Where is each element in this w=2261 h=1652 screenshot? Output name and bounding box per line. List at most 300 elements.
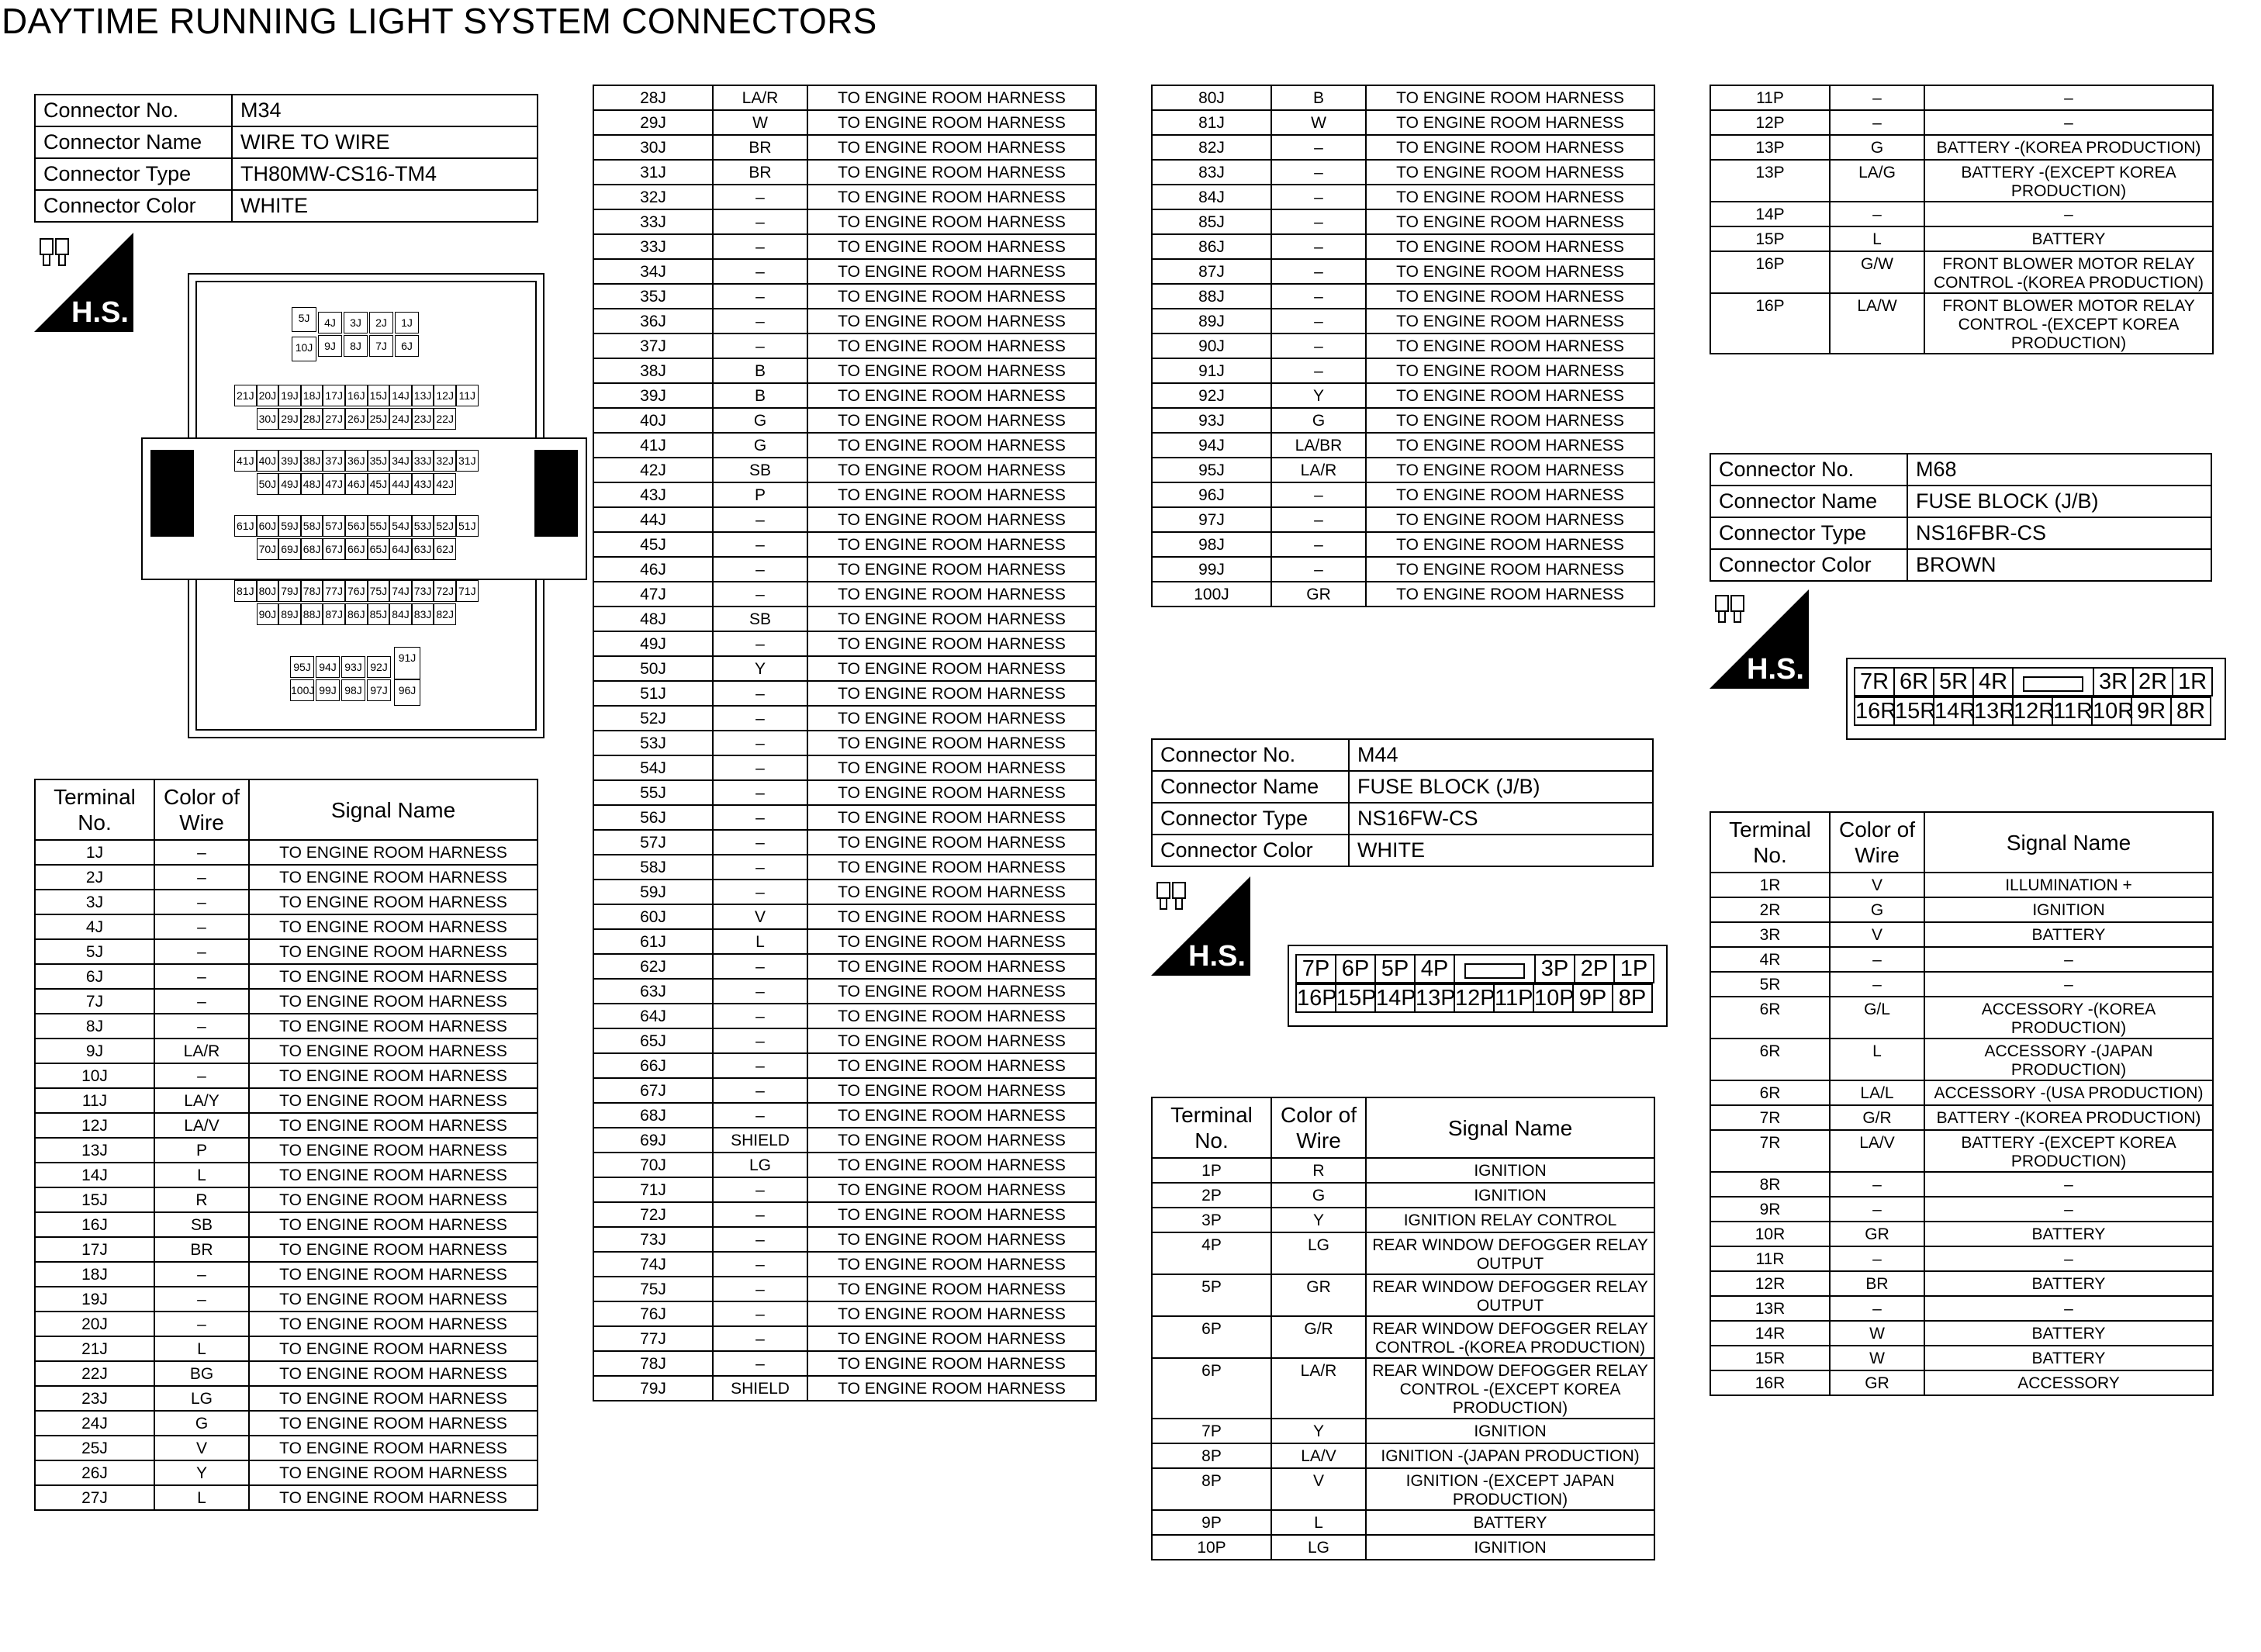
signal-name: BATTERY — [1924, 1271, 2213, 1296]
wire-color: R — [154, 1187, 249, 1212]
table-row — [1152, 234, 1654, 259]
table-row — [1152, 284, 1654, 309]
table-row — [593, 284, 1096, 309]
signal-name: TO ENGINE ROOM HARNESS — [807, 185, 1096, 209]
connector-pin: 14R — [1933, 696, 1974, 726]
connector-pin: 97J — [367, 679, 391, 701]
connector-type-label: Connector Type — [1152, 803, 1349, 835]
table-row — [593, 85, 1096, 110]
signal-name: TO ENGINE ROOM HARNESS — [807, 755, 1096, 780]
signal-name: TO ENGINE ROOM HARNESS — [807, 607, 1096, 631]
signal-name: TO ENGINE ROOM HARNESS — [807, 557, 1096, 582]
connector-pin: 80J — [257, 580, 279, 602]
wire-color: LA/R — [713, 85, 807, 110]
signal-name: TO ENGINE ROOM HARNESS — [807, 805, 1096, 830]
terminal-no: 14J — [35, 1163, 154, 1187]
signal-name: TO ENGINE ROOM HARNESS — [249, 1237, 538, 1262]
connector-pin: 90J — [257, 603, 279, 625]
connector-name-value: FUSE BLOCK (J/B) — [1907, 486, 2211, 517]
table-row — [593, 458, 1096, 482]
wire-color: G — [1271, 1183, 1366, 1208]
connector-pin: 25J — [368, 408, 390, 430]
terminal-no: 5J — [35, 939, 154, 964]
wire-color: GR — [1830, 1222, 1924, 1246]
wire-color: G — [713, 433, 807, 458]
terminal-no: 7J — [35, 989, 154, 1014]
table-row — [1152, 1316, 1654, 1358]
table-row — [1710, 873, 2213, 897]
terminal-no: 39J — [593, 383, 713, 408]
signal-name: TO ENGINE ROOM HARNESS — [807, 929, 1096, 954]
table-row — [1152, 507, 1654, 532]
wire-color: – — [154, 1014, 249, 1039]
connector-pin: 8R — [2170, 696, 2211, 726]
wire-color: – — [713, 1177, 807, 1202]
connector-pin: 13J — [412, 385, 434, 406]
wire-color: – — [154, 939, 249, 964]
terminal-no: 34J — [593, 259, 713, 284]
terminal-no: 23J — [35, 1386, 154, 1411]
terminal-no: 89J — [1152, 309, 1271, 334]
connector-pin: 16P — [1295, 983, 1336, 1013]
connector-pin: 5R — [1933, 667, 1974, 696]
terminal-no: 74J — [593, 1252, 713, 1277]
signal-name: BATTERY — [1924, 1346, 2213, 1370]
wire-color: – — [713, 1277, 807, 1301]
table-row — [35, 989, 538, 1014]
signal-name: BATTERY — [1366, 1510, 1654, 1535]
wire-color: – — [1271, 234, 1366, 259]
wire-color: – — [713, 880, 807, 904]
signal-name: TO ENGINE ROOM HARNESS — [249, 1287, 538, 1312]
wire-color: – — [154, 964, 249, 989]
wire-color: L — [1830, 1039, 1924, 1080]
terminal-no: 41J — [593, 433, 713, 458]
wire-header: Color of Wire — [1271, 1097, 1366, 1158]
table-row — [35, 1063, 538, 1088]
signal-name: BATTERY — [1924, 226, 2213, 251]
table-row — [1710, 1246, 2213, 1271]
terminal-no: 19J — [35, 1287, 154, 1312]
connector-pin: 98J — [341, 679, 365, 701]
wire-color: V — [713, 904, 807, 929]
terminal-no: 4P — [1152, 1232, 1271, 1274]
table-row — [1152, 309, 1654, 334]
terminal-no: 14P — [1710, 202, 1830, 226]
signal-name: TO ENGINE ROOM HARNESS — [249, 939, 538, 964]
wire-color: – — [1271, 160, 1366, 185]
table-row — [35, 914, 538, 939]
connector-pin: 75J — [368, 580, 390, 602]
wire-color: LG — [154, 1386, 249, 1411]
connector-pin: 56J — [345, 515, 368, 537]
table-row — [593, 755, 1096, 780]
wire-color: L — [1830, 226, 1924, 251]
table-row — [1152, 1208, 1654, 1232]
terminal-no: 12P — [1710, 110, 1830, 135]
signal-name: TO ENGINE ROOM HARNESS — [807, 1177, 1096, 1202]
terminal-no: 62J — [593, 954, 713, 979]
wire-color: – — [1271, 309, 1366, 334]
signal-name: TO ENGINE ROOM HARNESS — [807, 1376, 1096, 1401]
terminal-no: 44J — [593, 507, 713, 532]
signal-name: TO ENGINE ROOM HARNESS — [807, 954, 1096, 979]
connector-pin: 57J — [323, 515, 345, 537]
connector-color-label: Connector Color — [1710, 549, 1907, 581]
terminal-no: 22J — [35, 1361, 154, 1386]
terminal-no: 10P — [1152, 1535, 1271, 1560]
wire-color: P — [154, 1138, 249, 1163]
signal-name: TO ENGINE ROOM HARNESS — [807, 408, 1096, 433]
terminal-no: 45J — [593, 532, 713, 557]
table-row — [593, 185, 1096, 209]
signal-name: TO ENGINE ROOM HARNESS — [249, 1262, 538, 1287]
signal-name: – — [1924, 1246, 2213, 1271]
table-row — [593, 979, 1096, 1004]
terminal-no: 4J — [35, 914, 154, 939]
terminal-no: 86J — [1152, 234, 1271, 259]
table-row — [1152, 433, 1654, 458]
connector-color-value: WHITE — [1349, 835, 1653, 866]
connector-pin: 65J — [368, 538, 390, 560]
terminal-no: 38J — [593, 358, 713, 383]
terminal-no: 47J — [593, 582, 713, 607]
connector-pin: 13R — [1972, 696, 2014, 726]
right-latch — [534, 450, 578, 537]
m34-terminal-table-2 — [593, 85, 1097, 1401]
table-row — [1710, 972, 2213, 997]
connector-pin: 92J — [367, 656, 391, 678]
table-row — [35, 1460, 538, 1485]
signal-name: TO ENGINE ROOM HARNESS — [249, 1361, 538, 1386]
connector-pin: 9R — [2131, 696, 2172, 726]
m34-terminal-table-3 — [1151, 85, 1655, 607]
connector-pin: 43J — [412, 473, 434, 495]
terminal-no: 43J — [593, 482, 713, 507]
connector-pin: 49J — [278, 473, 301, 495]
connector-pin: 59J — [278, 515, 301, 537]
signal-name: TO ENGINE ROOM HARNESS — [807, 110, 1096, 135]
signal-name: TO ENGINE ROOM HARNESS — [807, 1153, 1096, 1177]
connector-pin: 94J — [316, 656, 340, 678]
table-row — [35, 1287, 538, 1312]
signal-name: IGNITION RELAY CONTROL — [1366, 1208, 1654, 1232]
signal-name: TO ENGINE ROOM HARNESS — [249, 1485, 538, 1510]
wire-color: – — [1830, 110, 1924, 135]
wire-color: Y — [154, 1460, 249, 1485]
signal-name: TO ENGINE ROOM HARNESS — [807, 656, 1096, 681]
signal-name: ILLUMINATION + — [1924, 873, 2213, 897]
table-row — [1152, 557, 1654, 582]
signal-name: TO ENGINE ROOM HARNESS — [807, 532, 1096, 557]
wire-color: L — [713, 929, 807, 954]
connector-pin: 6J — [395, 335, 419, 357]
signal-name: TO ENGINE ROOM HARNESS — [1366, 85, 1654, 110]
signal-name: TO ENGINE ROOM HARNESS — [1366, 482, 1654, 507]
connector-pin: 84J — [389, 603, 412, 625]
wire-color: – — [713, 1103, 807, 1128]
signal-name: TO ENGINE ROOM HARNESS — [249, 1460, 538, 1485]
table-row — [35, 1336, 538, 1361]
terminal-no: 8P — [1152, 1468, 1271, 1510]
connector-pin: 31J — [456, 450, 479, 472]
connector-pin: 96J — [394, 679, 420, 706]
signal-name: FRONT BLOWER MOTOR RELAY CONTROL -(EXCEPT KOREA PRODUCTION) — [1924, 293, 2213, 354]
unused-slot — [2012, 667, 2094, 696]
connector-pin: 28J — [301, 408, 323, 430]
wire-color: – — [713, 507, 807, 532]
wire-color: G/W — [1830, 251, 1924, 293]
wire-color: G/L — [1830, 997, 1924, 1039]
table-row — [593, 358, 1096, 383]
table-row — [593, 507, 1096, 532]
signal-name: TO ENGINE ROOM HARNESS — [249, 1088, 538, 1113]
wire-color: – — [1271, 259, 1366, 284]
signal-name: TO ENGINE ROOM HARNESS — [249, 1212, 538, 1237]
wire-color: LG — [1271, 1535, 1366, 1560]
signal-name: TO ENGINE ROOM HARNESS — [1366, 358, 1654, 383]
table-row — [593, 1004, 1096, 1028]
terminal-header: Terminal No. — [1152, 1097, 1271, 1158]
table-row — [593, 656, 1096, 681]
table-row — [1710, 251, 2213, 293]
wire-color: SB — [713, 458, 807, 482]
connector-pin: 30J — [257, 408, 279, 430]
signal-name: – — [1924, 1172, 2213, 1197]
table-row — [35, 1262, 538, 1287]
table-row — [35, 1039, 538, 1063]
terminal-no: 48J — [593, 607, 713, 631]
wire-color: – — [713, 1351, 807, 1376]
terminal-no: 15R — [1710, 1346, 1830, 1370]
wire-color: – — [713, 855, 807, 880]
signal-name: TO ENGINE ROOM HARNESS — [1366, 135, 1654, 160]
wire-color: G — [154, 1411, 249, 1436]
connector-pin: 12R — [2012, 696, 2053, 726]
terminal-no: 4R — [1710, 947, 1830, 972]
connector-pin: 81J — [234, 580, 257, 602]
signal-name: TO ENGINE ROOM HARNESS — [249, 840, 538, 865]
terminal-no: 3R — [1710, 922, 1830, 947]
table-row — [593, 1128, 1096, 1153]
connector-pin: 88J — [301, 603, 323, 625]
terminal-no: 85J — [1152, 209, 1271, 234]
terminal-no: 80J — [1152, 85, 1271, 110]
hs-label: H.S. — [71, 296, 129, 329]
connector-pin: 16R — [1854, 696, 1895, 726]
table-row — [593, 582, 1096, 607]
terminal-no: 11R — [1710, 1246, 1830, 1271]
signal-name: IGNITION — [1366, 1419, 1654, 1443]
signal-name: TO ENGINE ROOM HARNESS — [807, 1227, 1096, 1252]
terminal-no: 55J — [593, 780, 713, 805]
connector-no-value: M34 — [232, 95, 538, 126]
table-row — [593, 830, 1096, 855]
signal-name: IGNITION — [1924, 897, 2213, 922]
page-title: DAYTIME RUNNING LIGHT SYSTEM CONNECTORS — [2, 1, 877, 41]
connector-pin: 60J — [257, 515, 279, 537]
terminal-no: 2P — [1152, 1183, 1271, 1208]
table-row — [593, 731, 1096, 755]
table-row — [1710, 293, 2213, 354]
signal-name: TO ENGINE ROOM HARNESS — [249, 1063, 538, 1088]
terminal-no: 66J — [593, 1053, 713, 1078]
table-row — [593, 904, 1096, 929]
connector-pin: 10R — [2091, 696, 2132, 726]
connector-pin: 87J — [323, 603, 345, 625]
table-row — [593, 1376, 1096, 1401]
wire-color: – — [1271, 135, 1366, 160]
signal-name: BATTERY — [1924, 1222, 2213, 1246]
wire-color: – — [1271, 557, 1366, 582]
wire-color: W — [1830, 1321, 1924, 1346]
connector-pin: 16J — [345, 385, 368, 406]
terminal-no: 51J — [593, 681, 713, 706]
table-row — [593, 855, 1096, 880]
terminal-no: 16P — [1710, 251, 1830, 293]
signal-name: TO ENGINE ROOM HARNESS — [249, 1386, 538, 1411]
terminal-no: 21J — [35, 1336, 154, 1361]
connector-pin: 10P — [1533, 983, 1574, 1013]
signal-name: FRONT BLOWER MOTOR RELAY CONTROL -(KOREA PRODUCTION) — [1924, 251, 2213, 293]
terminal-no: 95J — [1152, 458, 1271, 482]
table-row — [1152, 482, 1654, 507]
signal-name: TO ENGINE ROOM HARNESS — [807, 780, 1096, 805]
table-row — [593, 135, 1096, 160]
signal-name: TO ENGINE ROOM HARNESS — [807, 1277, 1096, 1301]
wire-color: – — [154, 914, 249, 939]
connector-pin: 64J — [389, 538, 412, 560]
connector-pin: 68J — [301, 538, 323, 560]
signal-name: – — [1924, 1296, 2213, 1321]
table-row — [1152, 185, 1654, 209]
wire-color: Y — [1271, 1208, 1366, 1232]
terminal-no: 98J — [1152, 532, 1271, 557]
signal-name: TO ENGINE ROOM HARNESS — [249, 1138, 538, 1163]
terminal-no: 90J — [1152, 334, 1271, 358]
connector-name-label: Connector Name — [1710, 486, 1907, 517]
signal-name: TO ENGINE ROOM HARNESS — [807, 1326, 1096, 1351]
table-row — [35, 1485, 538, 1510]
terminal-no: 6P — [1152, 1358, 1271, 1419]
connector-pin: 89J — [278, 603, 301, 625]
terminal-no: 30J — [593, 135, 713, 160]
connector-pin: 10J — [292, 337, 316, 361]
signal-name: IGNITION — [1366, 1183, 1654, 1208]
wire-color: – — [154, 865, 249, 890]
table-row — [593, 234, 1096, 259]
signal-name: TO ENGINE ROOM HARNESS — [807, 1128, 1096, 1153]
table-row — [593, 259, 1096, 284]
terminal-no: 87J — [1152, 259, 1271, 284]
table-row — [1710, 1222, 2213, 1246]
signal-name: TO ENGINE ROOM HARNESS — [1366, 185, 1654, 209]
terminal-no: 9J — [35, 1039, 154, 1063]
terminal-no: 6J — [35, 964, 154, 989]
table-row — [1710, 1080, 2213, 1105]
connector-pin: 20J — [257, 385, 279, 406]
wire-color: LG — [1271, 1232, 1366, 1274]
signal-name: TO ENGINE ROOM HARNESS — [1366, 532, 1654, 557]
table-row — [1152, 110, 1654, 135]
wire-color: V — [154, 1436, 249, 1460]
table-row — [1152, 209, 1654, 234]
terminal-no: 37J — [593, 334, 713, 358]
table-row — [1710, 202, 2213, 226]
wire-color: L — [154, 1485, 249, 1510]
table-row — [593, 557, 1096, 582]
terminal-no: 50J — [593, 656, 713, 681]
wire-color: – — [713, 284, 807, 309]
connector-pin: 46J — [345, 473, 368, 495]
wire-color: – — [713, 1078, 807, 1103]
table-row — [1710, 1197, 2213, 1222]
table-row — [1710, 997, 2213, 1039]
wire-color: – — [713, 557, 807, 582]
signal-name: TO ENGINE ROOM HARNESS — [807, 85, 1096, 110]
signal-name: TO ENGINE ROOM HARNESS — [807, 259, 1096, 284]
wire-color: – — [1271, 284, 1366, 309]
wire-color: – — [713, 706, 807, 731]
connector-pin: 11P — [1493, 983, 1534, 1013]
table-row — [35, 890, 538, 914]
table-row — [593, 1177, 1096, 1202]
signal-name: TO ENGINE ROOM HARNESS — [807, 135, 1096, 160]
wire-color: BR — [154, 1237, 249, 1262]
terminal-no: 94J — [1152, 433, 1271, 458]
wire-color: SB — [713, 607, 807, 631]
signal-name: TO ENGINE ROOM HARNESS — [807, 1252, 1096, 1277]
signal-name: TO ENGINE ROOM HARNESS — [1366, 433, 1654, 458]
connector-pin: 8P — [1612, 983, 1653, 1013]
terminal-no: 5P — [1152, 1274, 1271, 1316]
connector-pin: 91J — [394, 647, 420, 679]
table-row — [1152, 1443, 1654, 1468]
terminal-no: 16J — [35, 1212, 154, 1237]
terminal-no: 63J — [593, 979, 713, 1004]
table-row — [1710, 226, 2213, 251]
connector-pin: 13P — [1414, 983, 1455, 1013]
table-row — [1710, 1370, 2213, 1395]
connector-pin: 24J — [389, 408, 412, 430]
connector-pin: 45J — [368, 473, 390, 495]
connector-pin: 33J — [412, 450, 434, 472]
signal-name: TO ENGINE ROOM HARNESS — [1366, 110, 1654, 135]
connector-pin: 9P — [1572, 983, 1613, 1013]
signal-name: TO ENGINE ROOM HARNESS — [807, 880, 1096, 904]
connector-pin: 15R — [1893, 696, 1934, 726]
table-row — [35, 1386, 538, 1411]
table-row — [1152, 1419, 1654, 1443]
terminal-no: 76J — [593, 1301, 713, 1326]
table-row — [1710, 922, 2213, 947]
terminal-no: 15J — [35, 1187, 154, 1212]
signal-name: TO ENGINE ROOM HARNESS — [249, 1014, 538, 1039]
wire-color: B — [713, 383, 807, 408]
terminal-no: 25J — [35, 1436, 154, 1460]
connector-pin: 63J — [412, 538, 434, 560]
table-row — [1710, 1172, 2213, 1197]
table-row — [1710, 160, 2213, 202]
wire-color: G/R — [1271, 1316, 1366, 1358]
wire-color: B — [713, 358, 807, 383]
signal-name: TO ENGINE ROOM HARNESS — [1366, 284, 1654, 309]
signal-name: TO ENGINE ROOM HARNESS — [807, 234, 1096, 259]
wire-color: G — [1830, 897, 1924, 922]
terminal-no: 10J — [35, 1063, 154, 1088]
wire-color: W — [713, 110, 807, 135]
signal-name: TO ENGINE ROOM HARNESS — [807, 1202, 1096, 1227]
